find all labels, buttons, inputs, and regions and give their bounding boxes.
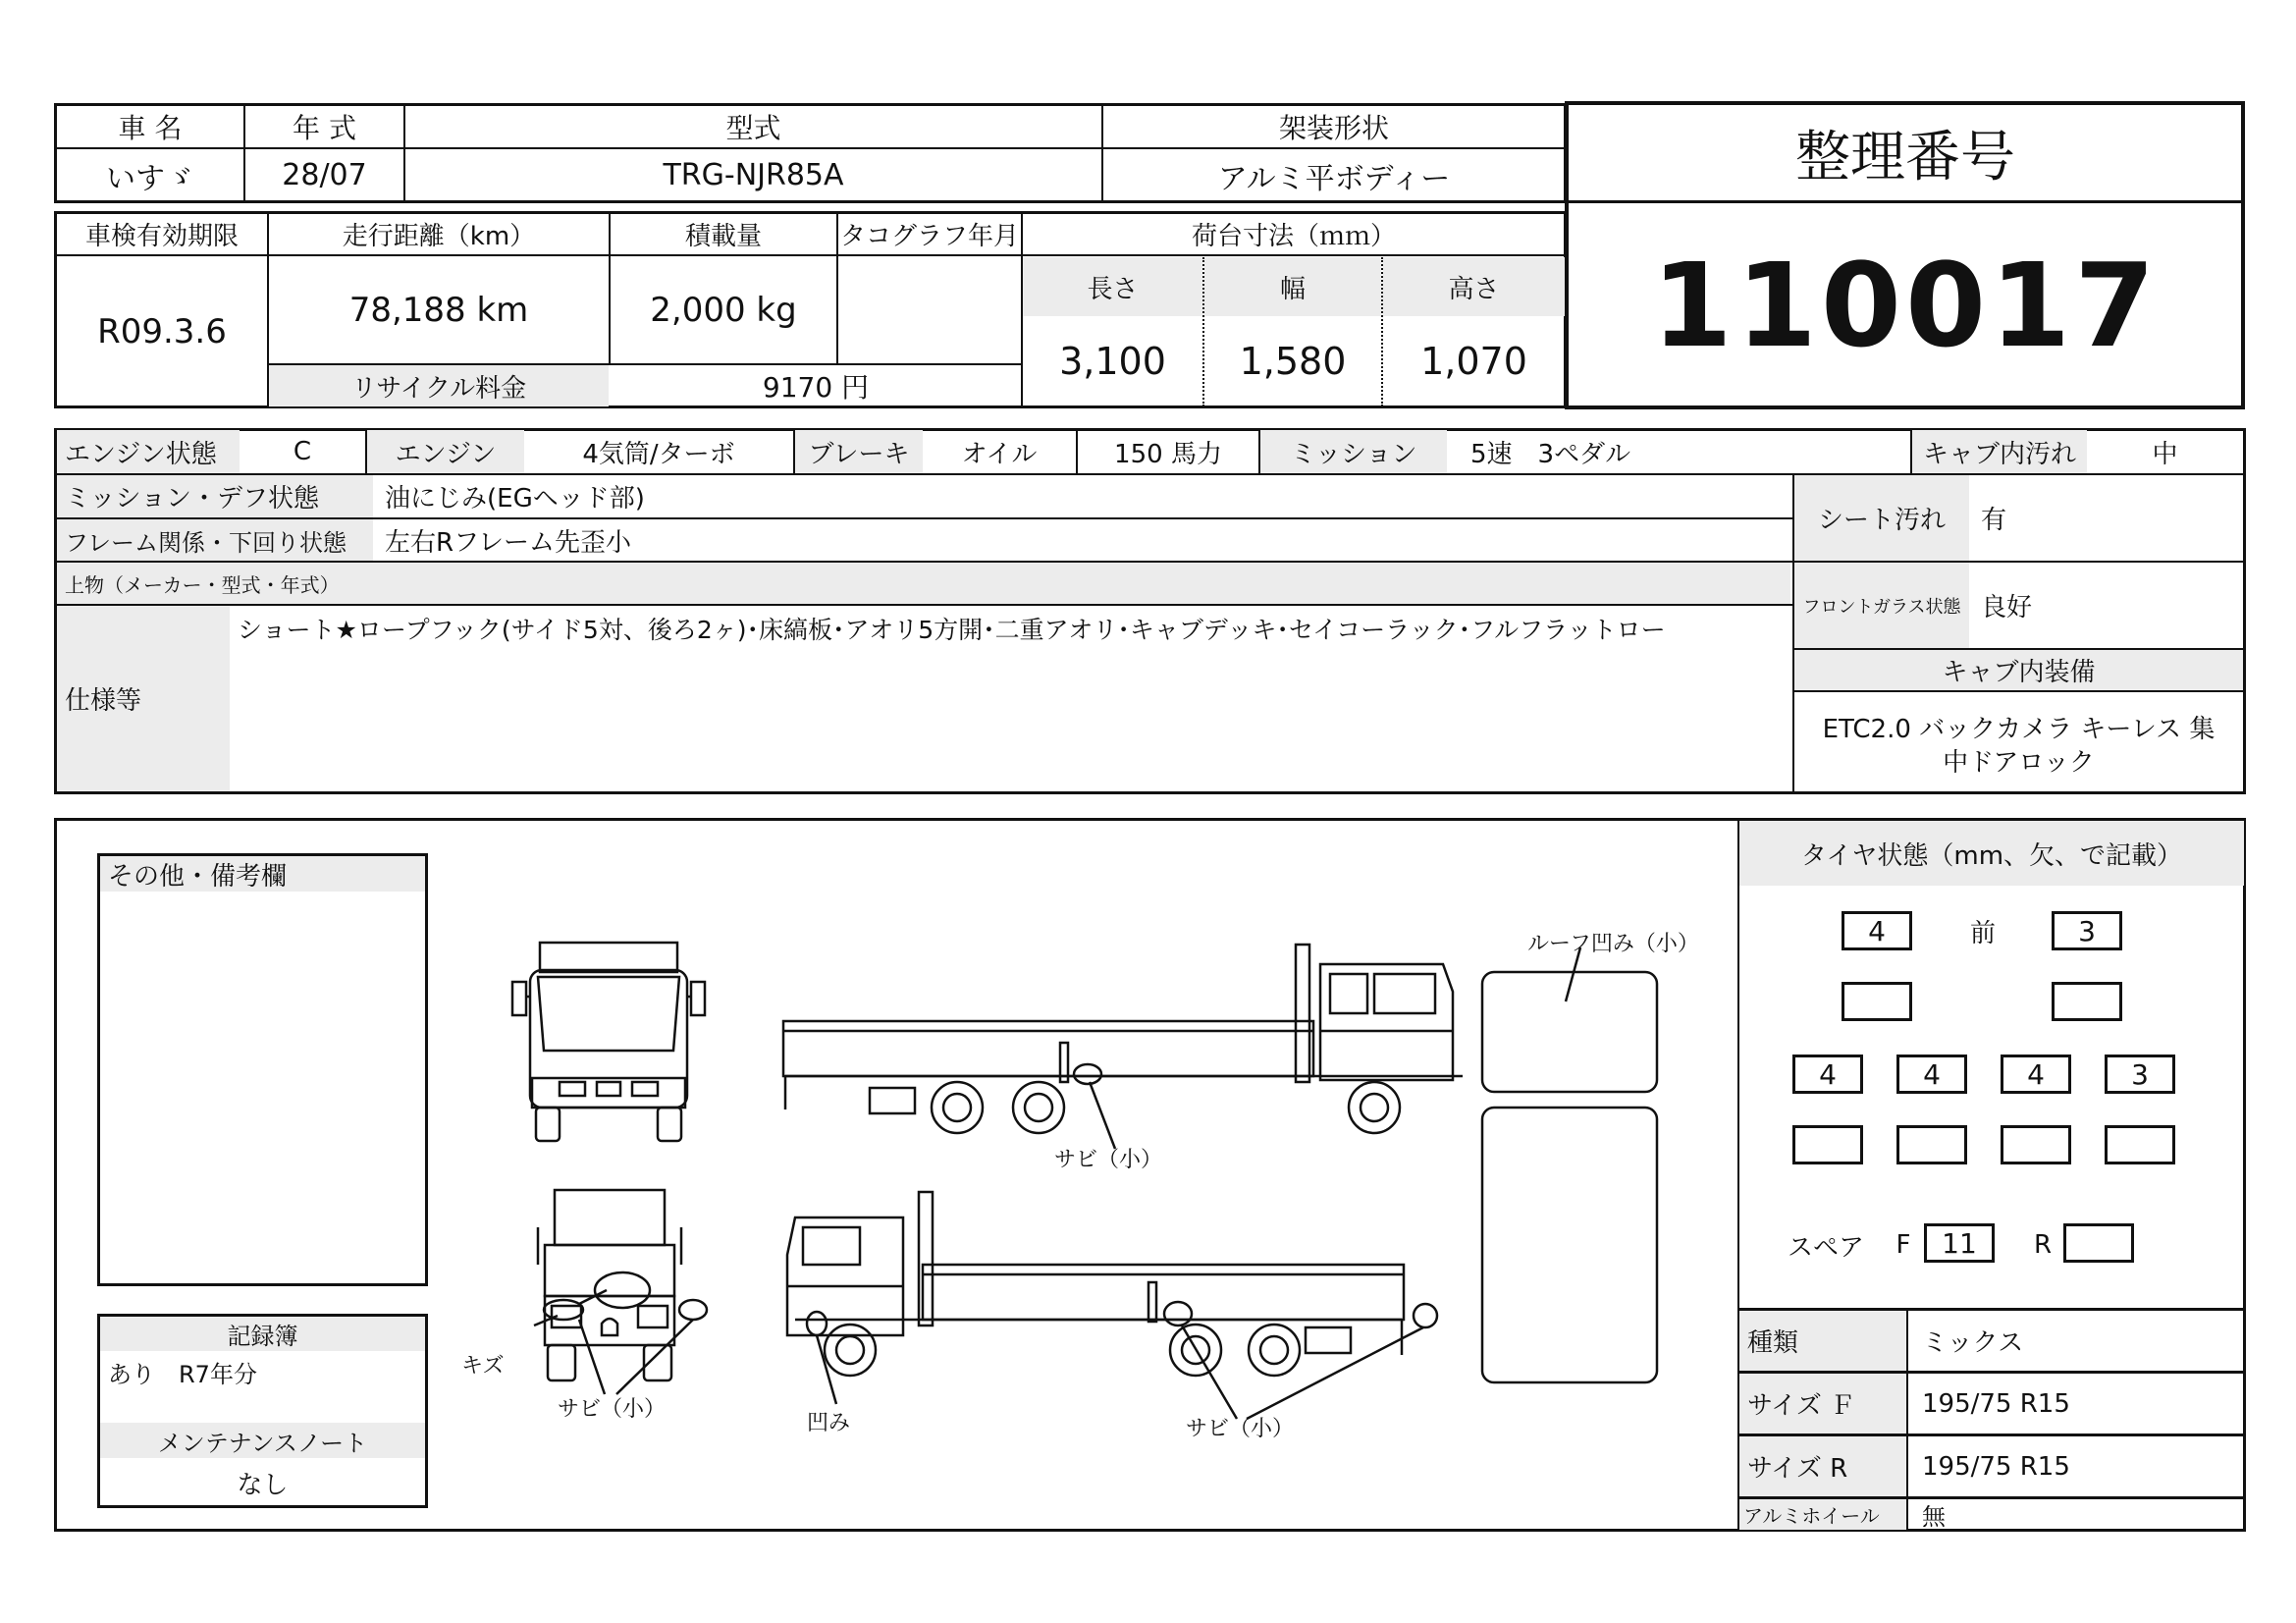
tire-title: タイヤ状態（mm、欠、で記載） [1739, 821, 2244, 886]
spec-text: ショート★ロープフック(サイド5対、後ろ2ヶ)･床縞板･アオリ5方開･二重アオリ･キャブデッキ･セイコーラック･フルフラットロー [238, 616, 1666, 644]
ref-number: 110017 [1651, 237, 2160, 373]
frame-label: フレーム関係・下回り状態 [57, 519, 373, 561]
cab-dirt-label: キャブ内汚れ [1912, 430, 2087, 473]
rust-note-1: サビ（小） [1054, 1148, 1163, 1172]
tire-rear-8 [2105, 1125, 2175, 1164]
bed-width: 1,580 [1239, 340, 1347, 383]
car-name: いすゞ [106, 161, 194, 196]
inspection-date: R09.3.6 [97, 312, 227, 352]
maintenance-value: なし [237, 1470, 289, 1500]
engine: 4気筒/ターボ [582, 439, 735, 469]
tire-front-left-inner [1842, 982, 1912, 1021]
length-label: 長さ [1023, 257, 1202, 316]
front-label: 前 [1969, 918, 1996, 948]
tire-size-f: 195/75 R15 [1922, 1388, 2070, 1419]
capacity: 2,000 kg [650, 291, 797, 330]
car-name-label: 車 名 [118, 111, 183, 144]
rust-note-2: サビ（小） [558, 1397, 667, 1422]
tire-size-r: 195/75 R15 [1922, 1451, 2070, 1482]
tacho-date [838, 257, 1021, 363]
width-label: 幅 [1204, 257, 1381, 316]
truck-front-view [512, 943, 705, 1141]
maintenance-label: メンテナンスノート [100, 1423, 425, 1458]
tire-rear-7 [2001, 1125, 2071, 1164]
tire-rear-1: 4 [1792, 1055, 1863, 1094]
truck-rear-view [534, 1190, 707, 1394]
notes-box [97, 853, 428, 1286]
bed-length: 3,100 [1059, 340, 1166, 383]
mileage-label: 走行距離（km） [342, 221, 536, 251]
frame: 左右Rフレーム先歪小 [385, 527, 632, 558]
rust-note-3: サビ（小） [1186, 1417, 1295, 1441]
cab-equip-line1: ETC2.0 バックカメラ キーレス 集 [1822, 714, 2216, 744]
tire-rear-4: 3 [2105, 1055, 2175, 1094]
tire-kind: ミックス [1922, 1328, 2024, 1358]
mission-diff: 油にじみ(EGヘッド部) [385, 484, 645, 514]
year: 28/07 [282, 158, 367, 192]
dent-note: 凹み [807, 1411, 851, 1435]
spare-r [2063, 1223, 2134, 1263]
recycle-fee: 9170 円 [762, 371, 870, 404]
engine-state: C [293, 437, 312, 466]
horsepower: 150 馬力 [1114, 439, 1222, 469]
spare-label: スペア [1787, 1232, 1864, 1263]
tire-rear-3: 4 [2001, 1055, 2071, 1094]
spare-r-label: R [2033, 1230, 2053, 1260]
tire-front-left: 4 [1842, 911, 1912, 950]
tire-rear-6 [1896, 1125, 1967, 1164]
spare-f: 11 [1924, 1223, 1995, 1263]
tire-rear-2: 4 [1896, 1055, 1967, 1094]
mission-diff-label: ミッション・デフ状態 [57, 475, 373, 517]
seat-dirt: 有 [1981, 506, 2007, 535]
records-label: 記録簿 [100, 1317, 425, 1351]
capacity-label: 積載量 [684, 221, 762, 251]
alu-wheel: 無 [1922, 1503, 1946, 1531]
size-f-label: サイズ Ｆ [1739, 1374, 1906, 1434]
spare-f-label: F [1896, 1230, 1911, 1260]
cab-dirt: 中 [2152, 439, 2178, 469]
notes-label: その他・備考欄 [100, 856, 425, 892]
ref-label: 整理番号 [1795, 125, 2015, 189]
brake-label: ブレーキ [795, 430, 923, 473]
upper [393, 563, 1767, 604]
windshield-label: フロントガラス状態 [1794, 563, 1969, 648]
size-r-label: サイズ R [1739, 1436, 1906, 1496]
recycle-label: リサイクル料金 [269, 365, 609, 406]
model: TRG-NJR85A [663, 158, 844, 192]
records-value: あり R7年分 [108, 1360, 257, 1388]
seat-dirt-label: シート汚れ [1794, 475, 1969, 561]
upper-label: 上物（メーカー・型式・年式） [57, 563, 1790, 604]
brake: オイル [961, 439, 1038, 469]
alu-wheel-label: アルミホイール [1739, 1499, 1906, 1530]
scratch-note: キズ [461, 1354, 505, 1379]
body-type: アルミ平ボディー [1217, 161, 1451, 196]
tire-front-right-inner [2052, 982, 2122, 1021]
bed-height: 1,070 [1420, 340, 1527, 383]
spec-label: 仕様等 [57, 606, 230, 791]
tacho-label: タコグラフ年月 [839, 221, 1019, 251]
windshield: 良好 [1981, 593, 2033, 622]
inspection-label: 車検有効期限 [84, 221, 239, 251]
tire-front-right: 3 [2052, 911, 2122, 950]
truck-side-view-right [783, 945, 1463, 1149]
cab-equip-label: キャブ内装備 [1794, 650, 2243, 690]
year-label: 年 式 [293, 111, 356, 144]
bed-size-label: 荷台寸法（ｍｍ） [1191, 221, 1396, 251]
kind-label: 種類 [1739, 1311, 1906, 1371]
mileage: 78,188 km [348, 291, 529, 330]
tire-rear-5 [1792, 1125, 1863, 1164]
engine-label: エンジン [367, 430, 524, 473]
model-label: 型式 [725, 111, 781, 144]
truck-side-view-left [787, 1192, 1437, 1419]
engine-state-label: エンジン状態 [57, 430, 240, 473]
truck-top-view [1482, 947, 1657, 1382]
cab-equip-line2: 中ドアロック [1943, 747, 2095, 778]
body-type-label: 架装形状 [1278, 111, 1389, 144]
height-label: 高さ [1383, 257, 1565, 316]
roof-dent-note: ルーフ凹み（小） [1527, 932, 1699, 956]
mission-label: ミッション [1260, 430, 1447, 473]
mission: 5速 3ペダル [1470, 439, 1631, 469]
